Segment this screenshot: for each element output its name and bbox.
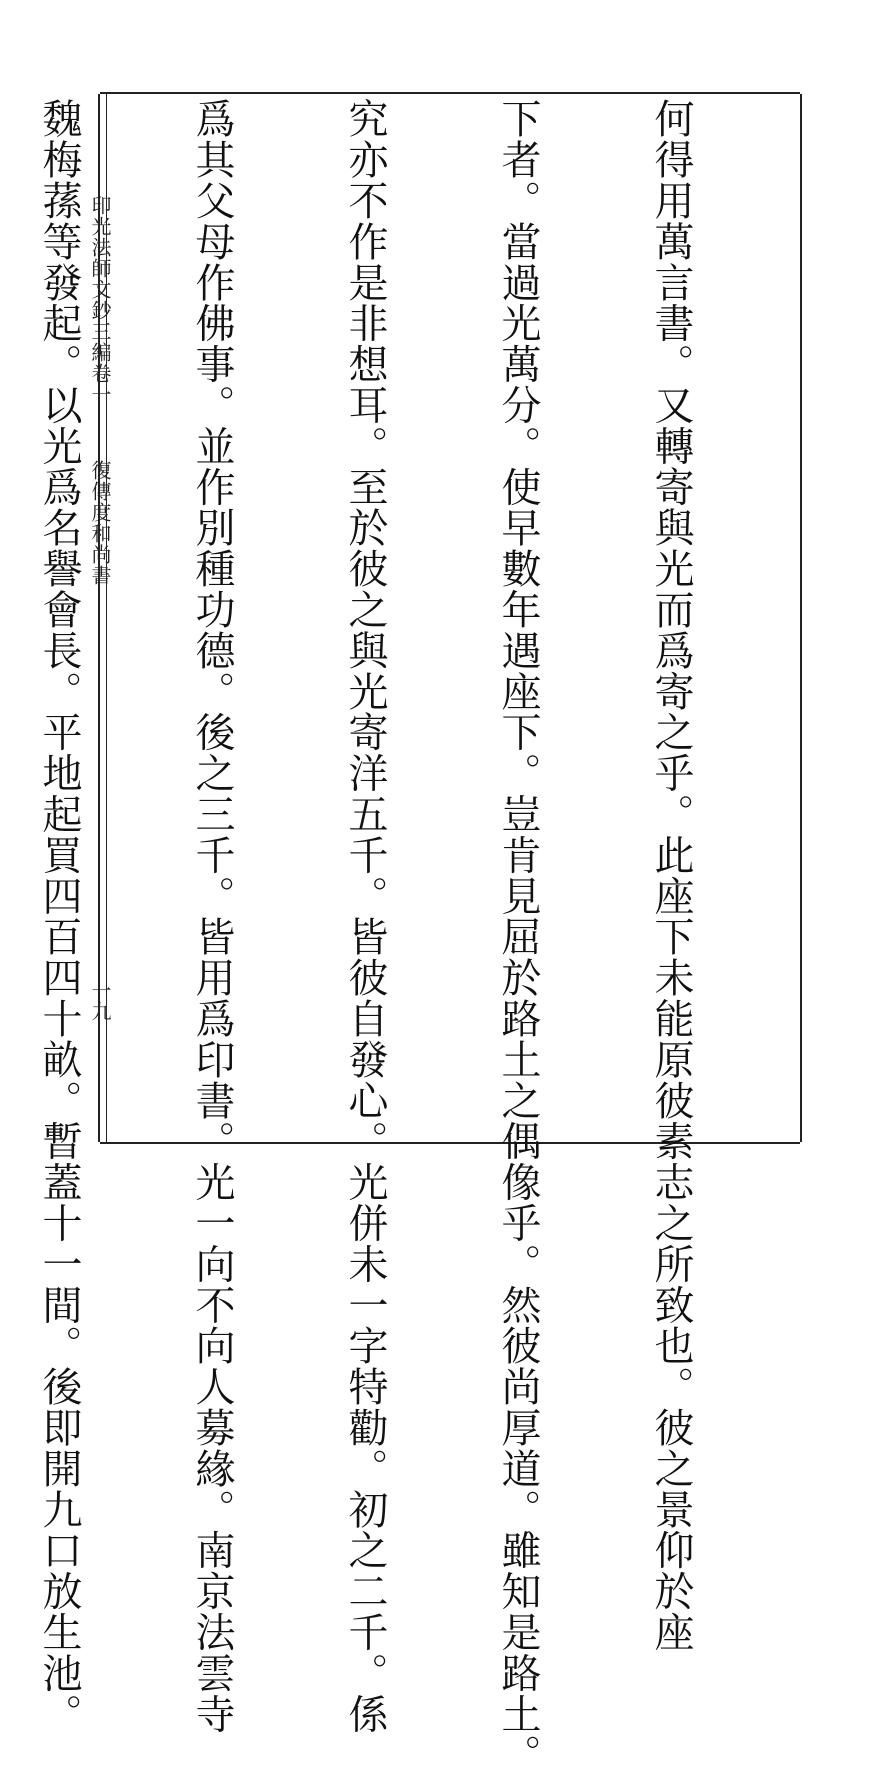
page-number: 一九 [88, 980, 112, 1022]
section-title-margin: 復傳度和尚書 [88, 460, 112, 586]
frame-right-rule [800, 94, 802, 1142]
book-title: 印光法師文鈔三編卷一 [88, 195, 112, 405]
text-column-4: 爲其父母作佛事。並作別種功德。後之三千。皆用爲印書。光一向不向人募緣。南京法雲寺 [189, 98, 235, 1734]
text-column-5: 魏梅蓀等發起。以光爲名譽會長。平地起買四百四十畝。暫蓋十一間。後即開九口放生池。 [36, 98, 82, 1734]
text-column-2: 下者。當過光萬分。使早數年遇座下。豈肯見屈於路土之偶像乎。然彼尚厚道。雖知是路土。 [495, 98, 541, 1775]
text-column-3: 究亦不作是非想耳。至於彼之與光寄洋五千。皆彼自發心。光併未一字特勸。初之二千。係 [342, 98, 388, 1734]
text-column-1: 何得用萬言書。又轉寄與光而爲寄之乎。此座下未能原彼素志之所致也。彼之景仰於座 [648, 98, 694, 1653]
